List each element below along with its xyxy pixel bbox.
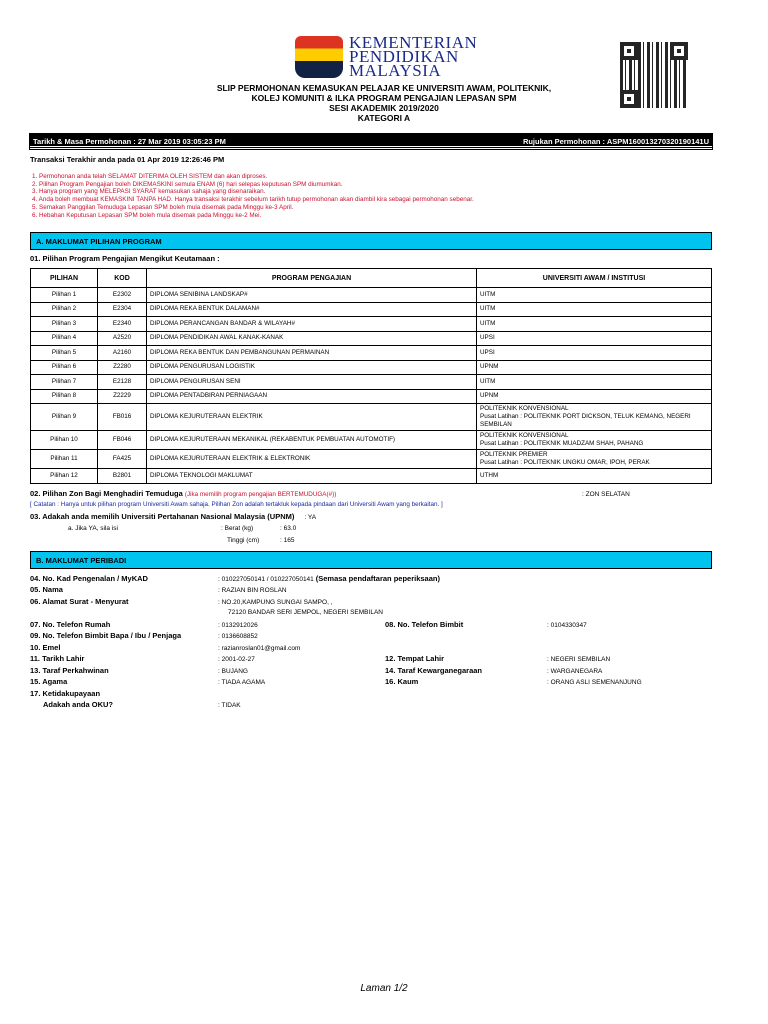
field-value: : NEGERI SEMBILAN <box>547 656 611 663</box>
institution-name: UITM <box>480 305 496 313</box>
field-row <box>30 620 712 632</box>
field-value: : NO.20,KAMPUNG SUNGAI SAMPO, , <box>218 598 333 606</box>
field-value: : BUJANG <box>218 667 248 675</box>
note: 4. Anda boleh membuat KEMASKINI TANPA HAD. Hanya transaksi terakhir sebelum tarikh tutup permohonan akan diambil kira sebagai permohonan sebenar. <box>32 196 474 204</box>
field-value-group <box>218 574 712 584</box>
col-header: PILIHAN <box>31 269 98 288</box>
choice-number: Pilihan 9 <box>31 404 98 431</box>
table-row <box>31 389 712 404</box>
program-code: A2160 <box>98 346 147 361</box>
field-row-continuation <box>30 608 712 620</box>
program-code: B2801 <box>98 469 147 484</box>
institution <box>477 288 712 303</box>
program-code: E2304 <box>98 302 147 317</box>
choice-number: Pilihan 3 <box>31 317 98 332</box>
field-row <box>30 677 712 689</box>
q03-value: : YA <box>304 513 317 521</box>
height-label: Tinggi (cm) <box>227 536 260 544</box>
field-row <box>30 689 712 701</box>
q03a <box>30 524 712 535</box>
field-row <box>30 631 712 643</box>
field-label: 14. Taraf Kewarganegaraan <box>385 665 482 675</box>
choice-number: Pilihan 5 <box>31 346 98 361</box>
program-name: DIPLOMA SENIBINA LANDSKAP# <box>147 288 477 303</box>
choice-number: Pilihan 1 <box>31 288 98 303</box>
table-row <box>31 469 712 484</box>
field-row <box>30 574 712 586</box>
program-name: DIPLOMA KEJURUTERAAN MEKANIKAL (REKABENTUK PEMBUATAN AUTOMOTIF) <box>147 431 477 450</box>
field-row <box>30 585 712 597</box>
program-name: DIPLOMA PENTADBIRAN PERNIAGAAN <box>147 389 477 404</box>
field-row <box>30 597 712 609</box>
institution <box>477 450 712 469</box>
program-name: DIPLOMA PENGURUSAN LOGISTIK <box>147 360 477 375</box>
choice-number: Pilihan 6 <box>31 360 98 375</box>
field-value: : WARGANEGARA <box>547 667 603 675</box>
institution <box>477 331 712 346</box>
field-label: 07. No. Telefon Rumah <box>30 619 111 629</box>
ministry-name <box>349 33 478 80</box>
coat-of-arms-icon <box>295 36 343 78</box>
table-row <box>31 317 712 332</box>
field-note: (Semasa pendaftaran peperiksaan) <box>315 573 440 583</box>
last-transaction: Transaksi Terakhir anda pada 01 Apr 2019 12:26:46 PM <box>30 155 225 164</box>
page-number: Laman 1/2 <box>360 983 408 994</box>
field-label: 05. Nama <box>30 585 63 594</box>
q03 <box>30 512 712 523</box>
program-code: Z2229 <box>98 389 147 404</box>
weight-label: : Berat (kg) <box>221 524 254 532</box>
field-value-line2: 72120 BANDAR SERI JEMPOL, NEGERI SEMBILAN <box>228 609 383 616</box>
program-code: E2302 <box>98 288 147 303</box>
field-row <box>30 654 712 666</box>
program-name: DIPLOMA PERANCANGAN BANDAR & WILAYAH# <box>147 317 477 332</box>
section-b-header: B. MAKLUMAT PERIBADI <box>30 551 712 569</box>
program-code: FA425 <box>98 450 147 469</box>
table-row <box>31 450 712 469</box>
title-line: SESI AKADEMIK 2019/2020 <box>329 103 439 113</box>
q02-note: (Jika memilih program pengajian BERTEMUDUGA(#)) <box>184 490 337 498</box>
field-label: 17. Ketidakupayaan <box>30 688 101 698</box>
program-code: FB046 <box>98 431 147 450</box>
q01-label: 01. Pilihan Program Pengajian Mengikut Keutamaan : <box>30 254 220 263</box>
field-value: : 0104330347 <box>547 621 587 629</box>
q03-label: 03. Adakah anda memilih Universiti Pertahanan Nasional Malaysia (UPNM) <box>30 511 295 521</box>
choice-number: Pilihan 7 <box>31 375 98 390</box>
q02-value: : ZON SELATAN <box>582 490 630 498</box>
field-value: : TIADA AGAMA <box>218 679 266 686</box>
application-info-bar <box>30 134 712 149</box>
document-title <box>0 83 768 123</box>
institution <box>477 375 712 390</box>
field-label: 12. Tempat Lahir <box>385 654 445 663</box>
institution <box>477 317 712 332</box>
personal-info <box>30 574 712 712</box>
title-line: KOLEJ KOMUNITI & ILKA PROGRAM PENGAJIAN LEPASAN SPM <box>251 93 517 103</box>
institution <box>477 389 712 404</box>
field-label: Adakah anda OKU? <box>43 700 114 709</box>
field-row <box>30 643 712 655</box>
institution-name: POLITEKNIK KONVENSIONAL <box>480 432 569 439</box>
choice-number: Pilihan 8 <box>31 389 98 404</box>
institution-name: POLITEKNIK PREMIER <box>480 451 548 458</box>
field-row <box>30 700 712 712</box>
field-label: 13. Taraf Perkahwinan <box>30 665 109 675</box>
field-row <box>30 666 712 678</box>
institution <box>477 431 712 450</box>
program-code: A2520 <box>98 331 147 346</box>
note: 1. Permohonan anda telah SELAMAT DITERIMA OLEH SISTEM dan akan diproses. <box>32 173 268 180</box>
program-choices-table <box>30 268 712 484</box>
training-center: Pusat Latihan : POLITEKNIK PORT DICKSON, TELUK KEMANG, NEGERI SEMBILAN <box>480 413 691 428</box>
choice-number: Pilihan 2 <box>31 302 98 317</box>
table-row <box>31 346 712 361</box>
institution-name: UPNM <box>480 392 499 400</box>
training-center: Pusat Latihan : POLITEKNIK MUADZAM SHAH, PAHANG <box>480 440 644 447</box>
institution-name: UPNM <box>480 363 499 371</box>
program-name: DIPLOMA PENGURUSAN SENI <box>147 375 477 390</box>
field-label: 11. Tarikh Lahir <box>30 654 85 663</box>
program-name: DIPLOMA REKA BENTUK DALAMAN# <box>147 302 477 317</box>
program-code: FB016 <box>98 404 147 431</box>
q03a-height <box>30 536 712 547</box>
field-value: : 0132912026 <box>218 621 258 629</box>
main-content <box>30 268 712 712</box>
weight-value: : 63.0 <box>280 524 297 532</box>
institution-name: UITM <box>480 377 496 385</box>
field-label: 04. No. Kad Pengenalan / MyKAD <box>30 573 148 583</box>
program-code: Z2280 <box>98 360 147 375</box>
notes-list <box>32 173 474 219</box>
section-a-header: A. MAKLUMAT PILIHAN PROGRAM <box>30 232 712 250</box>
application-date: Tarikh & Masa Permohonan : 27 Mar 2019 03:05:23 PM <box>33 137 226 146</box>
q03a-label: a. Jika YA, sila isi <box>68 524 118 532</box>
logo-line: MALAYSIA <box>349 61 442 80</box>
height-value: : 165 <box>280 536 295 544</box>
logo-line: PENDIDIKAN <box>349 47 459 66</box>
table-row <box>31 375 712 390</box>
application-reference: Rujukan Permohonan : ASPM160013270320190141U <box>522 137 709 146</box>
program-name: DIPLOMA KEJURUTERAAN ELEKTRIK <box>147 404 477 431</box>
program-name: DIPLOMA KEJURUTERAAN ELEKTRIK & ELEKTRONIK <box>147 450 477 469</box>
table-row <box>31 331 712 346</box>
institution <box>477 404 712 431</box>
field-value: : 0136608852 <box>218 633 258 640</box>
zone-note: [ Catatan : Hanya untuk pilihan program Universiti Awam sahaja. Pilihan Zon adalah tertakluk kepada pindaan dari Universiti Awam yang berkaitan. ] <box>30 500 443 508</box>
note: 5. Semakan Panggilan Temuduga Lepasan SPM boleh mula disemak pada Minggu ke-3 April. <box>32 203 294 211</box>
choice-number: Pilihan 4 <box>31 331 98 346</box>
training-center: Pusat Latihan : POLITEKNIK UNGKU OMAR, IPOH, PERAK <box>480 459 650 466</box>
col-header: UNIVERSITI AWAM / INSTITUSI <box>477 269 712 288</box>
program-code: E2340 <box>98 317 147 332</box>
field-label: 16. Kaum <box>385 677 419 686</box>
institution-name: UITM <box>480 290 496 298</box>
note: 6. Hebahan Keputusan Lepasan SPM boleh mula disemak pada Minggu ke-2 Mei. <box>32 211 262 219</box>
institution-name: UTHM <box>480 471 499 479</box>
program-code: E2128 <box>98 375 147 390</box>
program-name: DIPLOMA PENDIDIKAN AWAL KANAK-KANAK <box>147 331 477 346</box>
field-label: 06. Alamat Surat - Menyurat <box>30 596 129 606</box>
field-label: 15. Agama <box>30 677 68 686</box>
logo-line: KEMENTERIAN <box>349 33 478 52</box>
institution <box>477 360 712 375</box>
col-header: KOD <box>98 269 147 288</box>
institution <box>477 469 712 484</box>
field-value: : 010227050141 / 010227050141 <box>218 575 314 583</box>
field-value: : 2001-02-27 <box>218 656 255 663</box>
title-line: KATEGORI A <box>357 113 411 123</box>
institution-name: UPSI <box>480 348 495 356</box>
col-header: PROGRAM PENGAJIAN <box>147 269 477 288</box>
program-name: DIPLOMA REKA BENTUK DAN PEMBANGUNAN PERMAINAN <box>147 346 477 361</box>
title-line: SLIP PERMOHONAN KEMASUKAN PELAJAR KE UNIVERSITI AWAM, POLITEKNIK, <box>216 83 552 93</box>
note: 3. Hanya program yang MELEPASI SYARAT kemasukan sahaja yang disenaraikan. <box>32 188 266 196</box>
ministry-logo <box>295 33 480 84</box>
institution-name: POLITEKNIK KONVENSIONAL <box>480 405 569 412</box>
field-label: 09. No. Telefon Bimbit Bapa / Ibu / Penjaga <box>30 631 182 640</box>
choice-number: Pilihan 10 <box>31 431 98 450</box>
field-value: : razianroslan01@gmail.com <box>218 644 301 652</box>
table-row <box>31 431 712 450</box>
table-row <box>31 302 712 317</box>
program-name: DIPLOMA TEKNOLOGI MAKLUMAT <box>147 469 477 484</box>
choice-number: Pilihan 12 <box>31 469 98 484</box>
table-row <box>31 288 712 303</box>
q02 <box>30 489 712 500</box>
institution-name: UPSI <box>480 334 495 342</box>
field-value: : RAZIAN BIN ROSLAN <box>218 587 287 594</box>
institution <box>477 346 712 361</box>
q02-label: 02. Pilihan Zon Bagi Menghadiri Temuduga <box>30 488 183 498</box>
table-row <box>31 404 712 431</box>
field-label: 10. Emel <box>30 642 61 652</box>
institution-name: UITM <box>480 319 496 327</box>
field-label: 08. No. Telefon Bimbit <box>385 619 464 629</box>
table-row <box>31 360 712 375</box>
choice-number: Pilihan 11 <box>31 450 98 469</box>
note: 2. Pilihan Program Pengajian boleh DIKEMASKINI semula ENAM (6) hari selepas keputusan SPM diumumkan. <box>32 180 343 188</box>
field-value: : ORANG ASLI SEMENANJUNG <box>547 679 642 686</box>
institution <box>477 302 712 317</box>
field-value: : TIDAK <box>218 702 241 709</box>
